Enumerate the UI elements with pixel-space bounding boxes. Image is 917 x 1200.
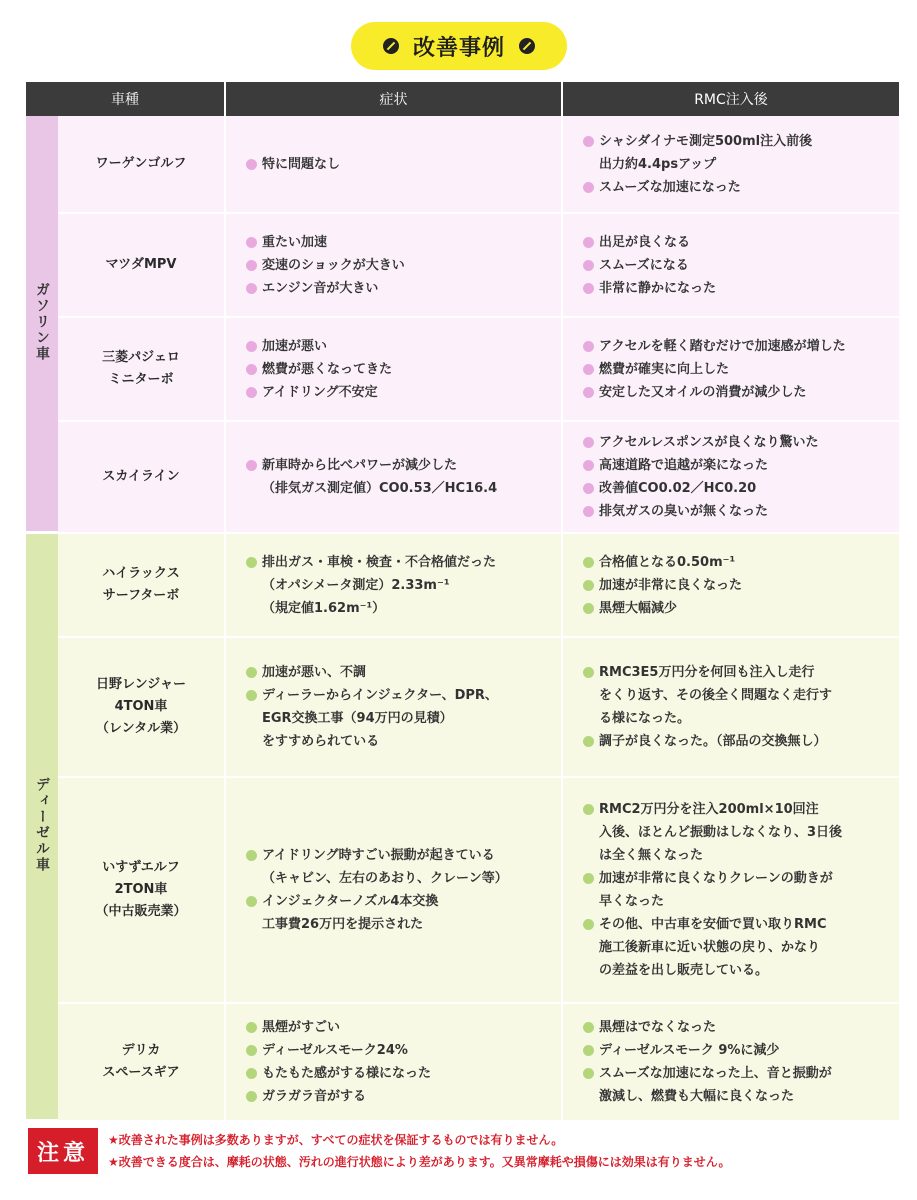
result-item — [583, 798, 895, 867]
case-table — [26, 82, 899, 1122]
result-cell — [563, 214, 899, 318]
symptom-item-text: 新車時から比べパワーが減少した — [262, 458, 458, 473]
result-item-text: アクセルレスポンスが良くなり驚いた — [599, 435, 819, 450]
result-cell — [563, 778, 899, 1004]
result-item-text: スムーズな加速になった — [599, 179, 741, 195]
result-item — [583, 551, 895, 574]
vehicle-name-line: サーフターボ — [102, 588, 180, 603]
vehicle-cell — [58, 422, 226, 534]
vehicle-cell — [58, 214, 226, 318]
result-item — [583, 381, 895, 404]
table-row — [26, 534, 899, 638]
vehicle-name-line: 4TON車 — [114, 699, 168, 714]
result-item-text: RMC2万円分を注入200ml×10回注 — [599, 802, 819, 817]
result-item — [583, 1062, 895, 1108]
symptom-item-text: エンジン音が大きい — [262, 280, 379, 296]
symptom-item-text: 排出ガス・車検・検査・不合格値だった — [262, 554, 497, 570]
result-item-text: は全く無くなった — [599, 848, 704, 863]
notice-line: ★改善された事例は多数ありますが、すべての症状を保証するものでは有りません。 — [108, 1133, 564, 1147]
result-cell — [563, 318, 899, 422]
result-item-text: アクセルを軽く踏むだけで加速感が増した — [599, 338, 846, 354]
result-item — [583, 335, 895, 358]
symptom-item-text: もたもた感がする様になった — [262, 1066, 432, 1081]
title-right-icon — [519, 38, 535, 54]
page-title — [351, 22, 567, 70]
table-row — [26, 214, 899, 318]
vehicle-name-line: スペースギア — [102, 1065, 180, 1080]
notice-badge: 注意 — [28, 1128, 98, 1174]
vehicle-name-line: スカイライン — [102, 469, 180, 484]
result-item-text: 加速が非常に良くなりクレーンの動きが — [599, 871, 833, 886]
vehicle-name-line: いすずエルフ — [102, 860, 180, 875]
symptom-item-text: アイドリング時すごい振動が起きている — [262, 848, 495, 863]
result-item — [583, 574, 895, 597]
category-gasoline-label: ガソリン車 — [34, 281, 50, 362]
symptom-item-text: をすすめられている — [262, 734, 380, 749]
vehicle-name-line: マツダMPV — [105, 257, 177, 272]
symptom-item — [246, 277, 557, 300]
symptom-item-text: （キャビン、左右のあおり、クレーン等） — [262, 871, 508, 886]
result-item-text: 高速道路で追越が楽になった — [599, 458, 769, 473]
result-item-text: RMC3E5万円分を何回も注入し走行 — [599, 665, 815, 680]
result-item — [583, 277, 895, 300]
symptom-item — [246, 1039, 557, 1062]
symptom-item-text: EGR交換工事（94万円の見積） — [262, 711, 453, 726]
result-item — [583, 431, 895, 454]
header-symptom: 症状 — [226, 82, 563, 116]
symptom-item — [246, 661, 557, 684]
result-list — [583, 1016, 895, 1108]
result-list — [583, 335, 895, 404]
result-list — [583, 661, 895, 753]
symptom-item — [246, 844, 557, 890]
symptom-item-text: ディーゼルスモーク24% — [262, 1043, 408, 1058]
symptom-cell — [226, 534, 563, 638]
vehicle-name-line: 2TON車 — [114, 882, 168, 897]
result-item-text: 入後、ほとんど振動はしなくなり、3日後 — [599, 825, 843, 840]
vehicle-name-line: 三菱パジェロ — [102, 350, 180, 365]
result-list — [583, 231, 895, 300]
result-item — [583, 1039, 895, 1062]
result-item-text: 施工後新車に近い状態の戻り、かなり — [599, 940, 821, 955]
result-item — [583, 358, 895, 381]
symptom-cell — [226, 422, 563, 534]
category-diesel-label: ディーゼル車 — [34, 776, 50, 873]
symptom-item-text: 工事費26万円を提示された — [262, 917, 424, 932]
result-item — [583, 867, 895, 913]
notice-text — [108, 1129, 731, 1173]
result-list — [583, 551, 895, 620]
table-row — [26, 638, 899, 778]
vehicle-cell — [58, 778, 226, 1004]
result-cell — [563, 1004, 899, 1122]
result-item-text: 調子が良くなった。（部品の交換無し） — [599, 734, 827, 749]
result-item — [583, 254, 895, 277]
symptom-item-text: （排気ガス測定値）CO0.53／HC16.4 — [262, 481, 498, 496]
symptom-list — [246, 231, 557, 300]
symptom-cell — [226, 638, 563, 778]
symptom-cell — [226, 116, 563, 214]
result-item — [583, 500, 895, 523]
result-item-text: 出足が良くなる — [599, 234, 691, 250]
symptom-list — [246, 551, 557, 620]
symptom-item-text: 加速が悪い — [262, 338, 328, 354]
symptom-item-text: （オパシメータ測定）2.33m⁻¹ — [262, 577, 450, 593]
vehicle-name-line: （中古販売業） — [95, 904, 187, 919]
vehicle-cell — [58, 318, 226, 422]
symptom-item — [246, 684, 557, 753]
result-cell — [563, 116, 899, 214]
result-list — [583, 431, 895, 523]
result-item-text: 黒煙大幅減少 — [599, 600, 678, 616]
result-item — [583, 130, 895, 176]
symptom-item-text: 重たい加速 — [262, 234, 328, 250]
header-vehicle: 車種 — [26, 82, 226, 116]
notice-line: ★改善できる度合は、摩耗の状態、汚れの進行状態により差があります。又異常摩耗や損傷には効果は有りません。 — [108, 1155, 731, 1169]
result-item — [583, 176, 895, 199]
symptom-list — [246, 844, 557, 936]
result-item-text: 加速が非常に良くなった — [599, 577, 743, 593]
result-item-text: の差益を出し販売している。 — [599, 963, 769, 978]
result-item-text: 激減し、燃費も大幅に良くなった — [599, 1089, 795, 1104]
result-item-text: ディーゼルスモーク 9%に減少 — [599, 1043, 780, 1058]
header-after: RMC注入後 — [563, 82, 899, 116]
result-list — [583, 130, 895, 199]
table-row — [26, 422, 899, 534]
result-item — [583, 454, 895, 477]
symptom-item — [246, 254, 557, 277]
result-item — [583, 477, 895, 500]
vehicle-cell — [58, 1004, 226, 1122]
result-item-text: スムーズな加速になった上、音と振動が — [599, 1066, 832, 1081]
vehicle-name-line: ワーゲンゴルフ — [95, 156, 187, 171]
result-item — [583, 1016, 895, 1039]
result-item-text: 出力約4.4psアップ — [599, 156, 717, 172]
gasoline-section — [26, 116, 899, 534]
symptom-item-text: 燃費が悪くなってきた — [262, 361, 393, 377]
vehicle-name-line: ミニターボ — [108, 372, 174, 387]
table-row — [26, 318, 899, 422]
result-item-text: 合格値となる0.50m⁻¹ — [599, 554, 736, 570]
vehicle-cell — [58, 116, 226, 214]
symptom-item — [246, 231, 557, 254]
result-cell — [563, 638, 899, 778]
result-item-text: 安定した又オイルの消費が減少した — [599, 384, 807, 400]
symptom-item — [246, 358, 557, 381]
symptom-item-text: アイドリング不安定 — [262, 384, 378, 400]
symptom-item-text: 変速のショックが大きい — [262, 257, 405, 273]
symptom-list — [246, 454, 557, 500]
vehicle-name-line: デリカ — [121, 1043, 161, 1058]
symptom-item-text: （規定値1.62m⁻¹） — [262, 600, 386, 616]
vehicle-name-line: ハイラックス — [102, 566, 180, 581]
result-item-text: その他、中古車を安価で買い取りRMC — [599, 917, 827, 932]
title-left-icon — [383, 38, 399, 54]
symptom-item-text: 黒煙がすごい — [262, 1020, 341, 1035]
result-list — [583, 798, 895, 982]
table-row — [26, 1004, 899, 1122]
symptom-item-text: ディーラーからインジェクター、DPR、 — [262, 688, 498, 703]
result-item-text: をくり返す、その後全く問題なく走行す — [599, 688, 832, 703]
symptom-cell — [226, 318, 563, 422]
result-item — [583, 913, 895, 982]
symptom-item-text: ガラガラ音がする — [262, 1089, 367, 1104]
symptom-list — [246, 335, 557, 404]
symptom-item — [246, 153, 557, 176]
symptom-item — [246, 1085, 557, 1108]
result-item-text: 燃費が確実に向上した — [599, 361, 730, 377]
table-row — [26, 116, 899, 214]
symptom-list — [246, 1016, 557, 1108]
category-diesel — [26, 534, 58, 1122]
table-header-row — [26, 82, 899, 116]
result-item-text: る様になった。 — [599, 711, 691, 726]
result-item-text: 黒煙はでなくなった — [599, 1020, 717, 1035]
result-item-text: 早くなった — [599, 894, 665, 909]
result-item-text: 非常に静かになった — [599, 280, 717, 296]
title-text: 改善事例 — [412, 35, 505, 61]
result-cell — [563, 534, 899, 638]
symptom-item-text: 特に問題なし — [262, 156, 341, 172]
symptom-list — [246, 153, 557, 176]
symptom-item — [246, 1062, 557, 1085]
symptom-item — [246, 551, 557, 620]
result-item — [583, 231, 895, 254]
result-item — [583, 730, 895, 753]
symptom-item — [246, 1016, 557, 1039]
result-cell — [563, 422, 899, 534]
symptom-item — [246, 381, 557, 404]
vehicle-name-line: 日野レンジャー — [95, 677, 187, 692]
symptom-item — [246, 454, 557, 500]
symptom-item-text: インジェクターノズル4本交換 — [262, 894, 439, 909]
symptom-item — [246, 890, 557, 936]
result-item — [583, 597, 895, 620]
diesel-section — [26, 534, 899, 1122]
result-item-text: シャシダイナモ測定500ml注入前後 — [599, 133, 813, 149]
result-item — [583, 661, 895, 730]
symptom-cell — [226, 214, 563, 318]
symptom-cell — [226, 778, 563, 1004]
symptom-list — [246, 661, 557, 753]
symptom-item-text: 加速が悪い、不調 — [262, 665, 367, 680]
result-item-text: 改善値CO0.02／HC0.20 — [599, 481, 757, 496]
symptom-cell — [226, 1004, 563, 1122]
result-item-text: スムーズになる — [599, 257, 689, 273]
category-gasoline — [26, 116, 58, 534]
vehicle-cell — [58, 638, 226, 778]
table-row — [26, 778, 899, 1004]
symptom-item — [246, 335, 557, 358]
vehicle-cell — [58, 534, 226, 638]
vehicle-name-line: （レンタル業） — [95, 721, 187, 736]
result-item-text: 排気ガスの臭いが無くなった — [599, 504, 769, 519]
